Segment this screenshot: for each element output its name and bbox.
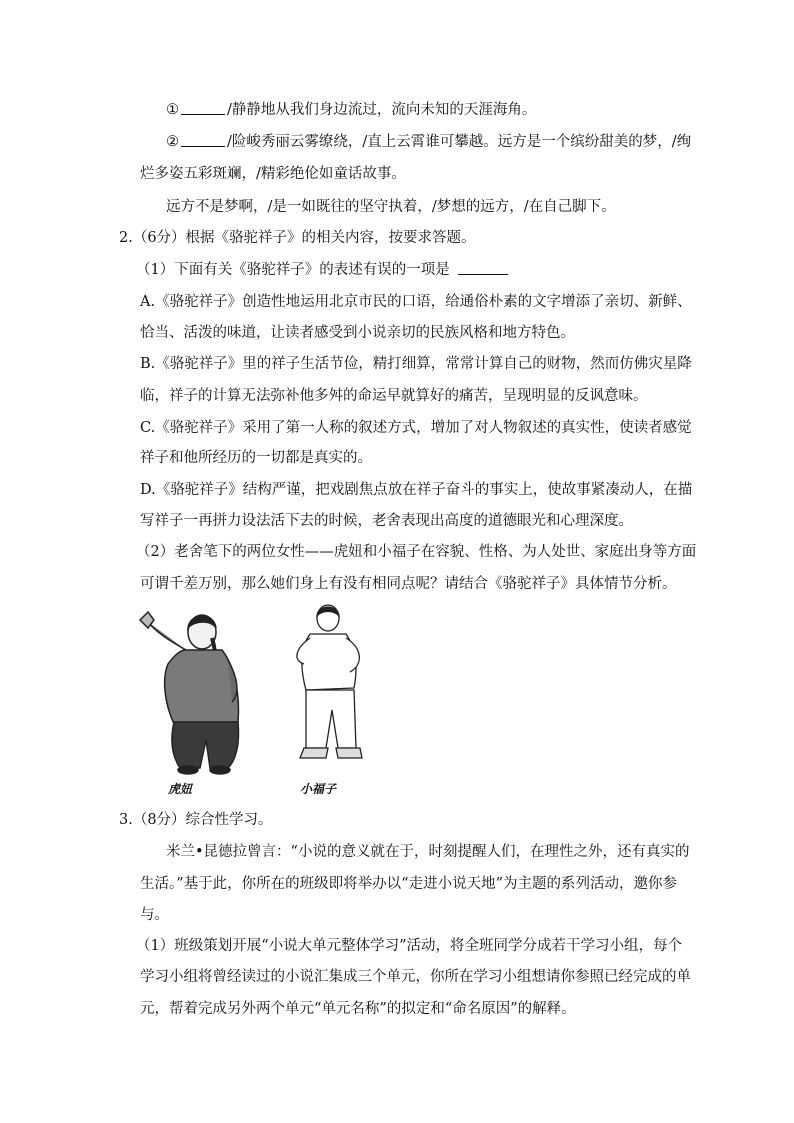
option-d-line2: 写祥子一再拼力设法活下去的时候，老舍表现出高度的道德眼光和心理深度。 — [140, 513, 633, 529]
circled-number-2: ② — [166, 134, 179, 150]
line-text: /险峻秀丽云雾缭绕，/直上云霄谁可攀越。远方是一个缤纷甜美的梦，/绚 — [227, 134, 692, 150]
fill-blank-2[interactable] — [181, 132, 225, 147]
q3-para-line1: 米兰•昆德拉曾言：“小说的意义就在于，时刻提醒人们，在理性之外，还有真实的 — [166, 844, 690, 860]
line-1 — [166, 100, 536, 120]
q2-sub2-line1: （2）老舍笔下的两位女性——虎妞和小福子在容貌、性格、为人处世、家庭出身等方面 — [136, 544, 697, 560]
xiaofuzi-figure — [297, 605, 362, 758]
q2-sub1 — [136, 260, 510, 280]
question-3-heading: 3.（8分）综合性学习。 — [119, 812, 273, 828]
circled-number-1: ① — [166, 102, 179, 118]
q3-para-line2: 生活。”基于此，你所在的班级即将举办以“走进小说天地”为主题的系列活动，邀你参 — [140, 876, 677, 892]
option-a-line2: 恰当、活泼的味道，让读者感受到小说亲切的民族风格和地方特色。 — [140, 325, 575, 341]
q2-sub2-line2: 可谓千差万别，那么她们身上有没有相同点呢？请结合《骆驼祥子》具体情节分析。 — [140, 576, 677, 592]
line-4: 远方不是梦啊，/是一如既往的坚守执着，/梦想的远方，/在自己脚下。 — [166, 199, 616, 215]
caption-xiaofuzi: 小福子 — [300, 782, 337, 796]
option-b-line1: B.《骆驼祥子》里的祥子生活节俭，精打细算，常常计算自己的财物，然而仿佛灾星降 — [140, 356, 692, 372]
q2-sub1-text: （1）下面有关《骆驼祥子》的表述有误的一项是 — [136, 262, 450, 278]
fill-blank-1[interactable] — [181, 100, 225, 115]
q3-sub1-line2: 学习小组将曾经读过的小说汇集成三个单元，你所在学习小组想请你参照已经完成的单 — [140, 969, 691, 985]
option-c-line2: 祥子和他所经历的一切都是真实的。 — [140, 450, 372, 466]
huniu-figure — [140, 612, 239, 774]
option-b-line2: 临，祥子的计算无法弥补他多舛的命运早就算好的痛苦，呈现明显的反讽意味。 — [140, 388, 648, 404]
option-a-line1: A.《骆驼祥子》创造性地运用北京市民的口语，给通俗朴素的文字增添了亲切、新鲜、 — [140, 294, 692, 310]
question-2-heading: 2.（6分）根据《骆驼祥子》的相关内容，按要求答题。 — [119, 230, 476, 246]
caption-huniu: 虎妞 — [168, 782, 193, 796]
line-3: 烂多姿五彩斑斓，/精彩绝伦如童话故事。 — [140, 166, 406, 182]
option-c-line1: C.《骆驼祥子》采用了第一人称的叙述方式，增加了对人物叙述的真实性，使读者感觉 — [140, 420, 692, 436]
line-text: /静静地从我们身边流过，流向未知的天涯海角。 — [227, 102, 537, 118]
q3-sub1-line3: 元，帮着完成另外两个单元“单元名称”的拟定和“命名原因”的解释。 — [140, 1001, 576, 1017]
option-d-line1: D.《骆驼祥子》结构严谨，把戏剧焦点放在祥子奋斗的事实上，使故事紧凑动人，在描 — [140, 482, 693, 498]
answer-blank[interactable] — [458, 260, 508, 275]
illustration-huniu-xiaofuzi — [128, 598, 398, 804]
line-2 — [166, 132, 691, 152]
q3-para-line3: 与。 — [140, 907, 169, 923]
characters-drawing — [128, 598, 398, 804]
q3-sub1-line1: （1）班级策划开展“小说大单元整体学习”活动，将全班同学分成若干学习小组，每个 — [136, 938, 683, 954]
